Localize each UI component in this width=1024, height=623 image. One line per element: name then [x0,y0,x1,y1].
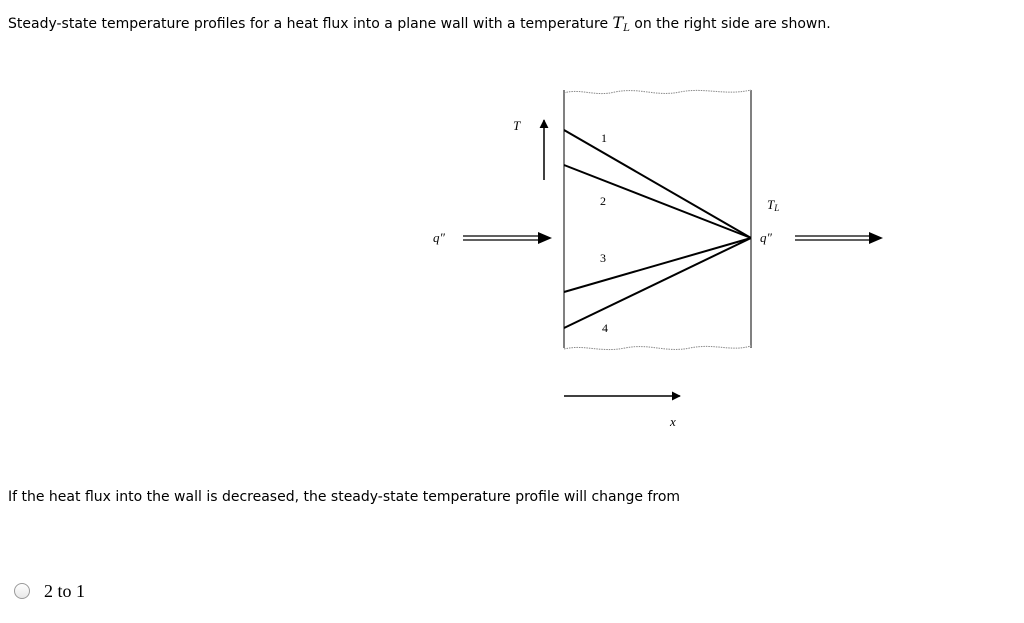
profile-label-1: 1 [601,131,607,145]
profile-label-3: 3 [600,251,606,265]
question-prompt: If the heat flux into the wall is decreased, the steady-state temperature profile will change from [8,489,681,505]
heat-flux-out-label: q″ [760,230,772,245]
tl-label: TL [767,197,780,213]
t-axis-label: T [513,118,521,133]
profile-label-2: 2 [600,194,606,208]
heat-flux-out-arrow [795,232,883,244]
profile-line-1 [564,130,751,238]
answer-option-2-to-1[interactable] [14,580,85,602]
answer-option-label: 2 to 1 [44,580,86,601]
heat-flux-in-label: q″ [433,230,445,245]
heat-flux-in-arrow [463,232,552,244]
question-intro: Steady-state temperature profiles for a heat flux into a plane wall with a temperature $T_L$ on the right side are shown. [8,13,831,34]
tl-variable: T [612,13,624,32]
plane-wall [564,90,751,350]
x-axis-label: x [670,414,676,429]
profile-line-2 [564,165,751,238]
radio-button[interactable] [14,583,30,599]
profile-label-4: 4 [602,321,608,335]
